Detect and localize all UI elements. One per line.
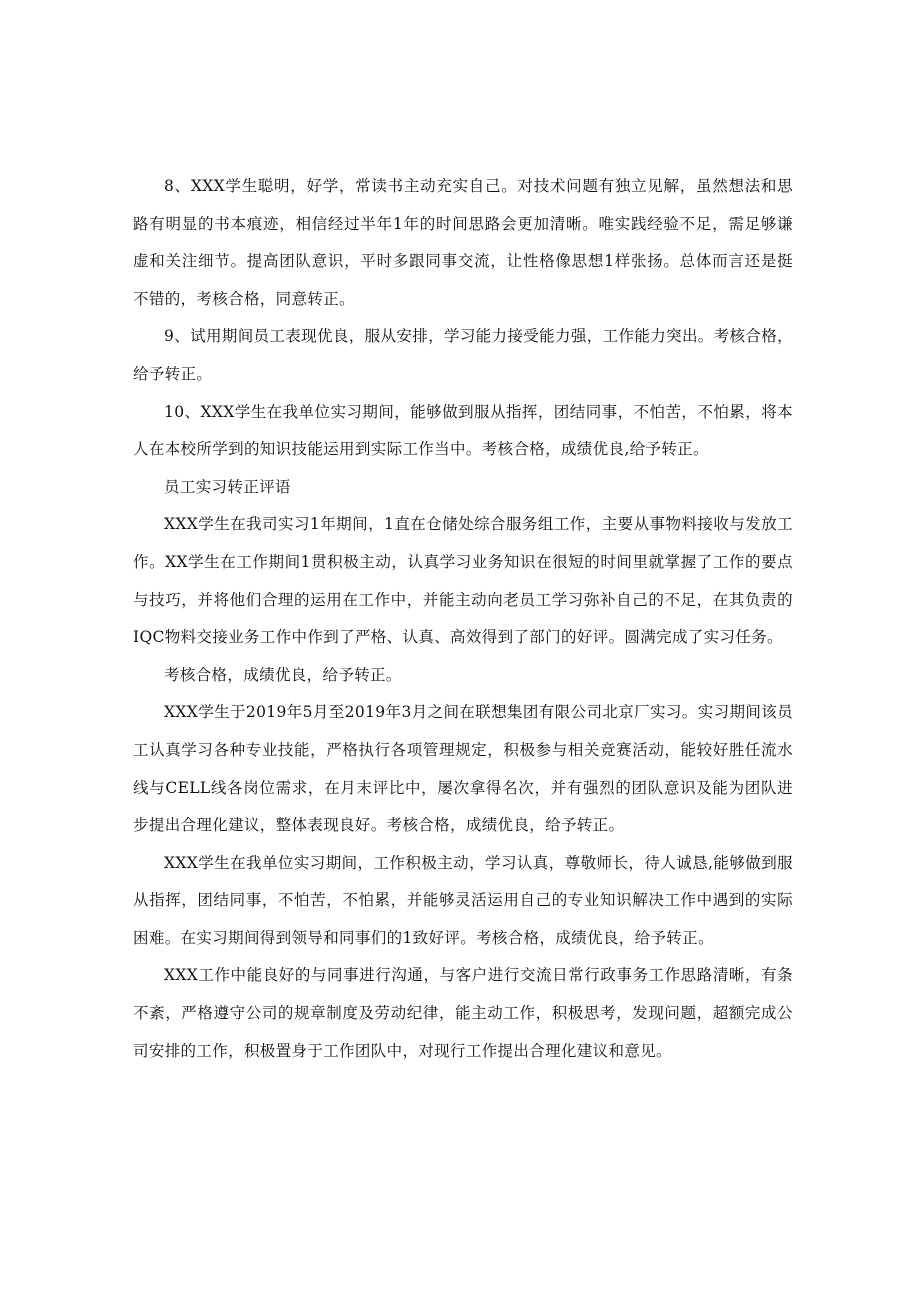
paragraph-warehouse-intern: XXX学生在我司实习1年期间，1直在仓储处综合服务组工作，主要从事物料接收与发放工作。XX学生在工作期间1贯积极主动，认真学习业务知识在很短的时间里就掌握了工作的要点与技巧，并将他们合理的运用在工作中，并能主动向老员工学习弥补自己的不足，在其负责的IQC物料交接业务工作中作到了严格、认真、高效得到了部门的好评。圆满完成了实习任务。 xyxy=(133,515,793,647)
paragraph-evaluation-9: 9、试用期间员工表现优良，服从安排，学习能力接受能力强，工作能力突出。考核合格，给予转正。 xyxy=(133,327,793,383)
paragraph-assessment-result: 考核合格，成绩优良，给予转正。 xyxy=(164,665,402,684)
document-body xyxy=(133,168,793,1070)
paragraph-unit-intern: XXX学生在我单位实习期间，工作积极主动，学习认真，尊敬师长，待人诚恳,能够做到服从指挥，团结同事，不怕苦，不怕累，并能够灵活运用自己的专业知识解决工作中遇到的实际困难。在实习期间得到领导和同事们的1致好评。考核合格，成绩优良，给予转正。 xyxy=(133,853,793,947)
paragraph-evaluation-8: 8、XXX学生聪明，好学，常读书主动充实自己。对技术问题有独立见解，虽然想法和思路有明显的书本痕迹，相信经过半年1年的时间思路会更加清晰。唯实践经验不足，需足够谦虚和关注细节。提高团队意识，平时多跟同事交流，让性格像思想1样张扬。总体而言还是挺不错的，考核合格，同意转正。 xyxy=(133,177,793,308)
section-heading: 员工实习转正评语 xyxy=(164,477,291,496)
paragraph-communication: XXX工作中能良好的与同事进行沟通，与客户进行交流日常行政事务工作思路清晰，有条不紊，严格遵守公司的规章制度及劳动纪律，能主动工作，积极思考，发现问题，超额完成公司安排的工作，积极置身于工作团队中，对现行工作提出合理化建议和意见。 xyxy=(133,966,793,1060)
paragraph-lenovo-intern: XXX学生于2019年5月至2019年3月之间在联想集团有限公司北京厂实习。实习期间该员工认真学习各种专业技能，严格执行各项管理规定，积极参与相关竞赛活动，能较好胜任流水线与CELL线各岗位需求，在月末评比中，屡次拿得名次，并有强烈的团队意识及能为团队进步提出合理化建议，整体表现良好。考核合格，成绩优良，给予转正。 xyxy=(133,703,793,835)
paragraph-evaluation-10: 10、XXX学生在我单位实习期间，能够做到服从指挥，团结同事，不怕苦，不怕累，将本人在本校所学到的知识技能运用到实际工作当中。考核合格，成绩优良,给予转正。 xyxy=(133,402,793,459)
